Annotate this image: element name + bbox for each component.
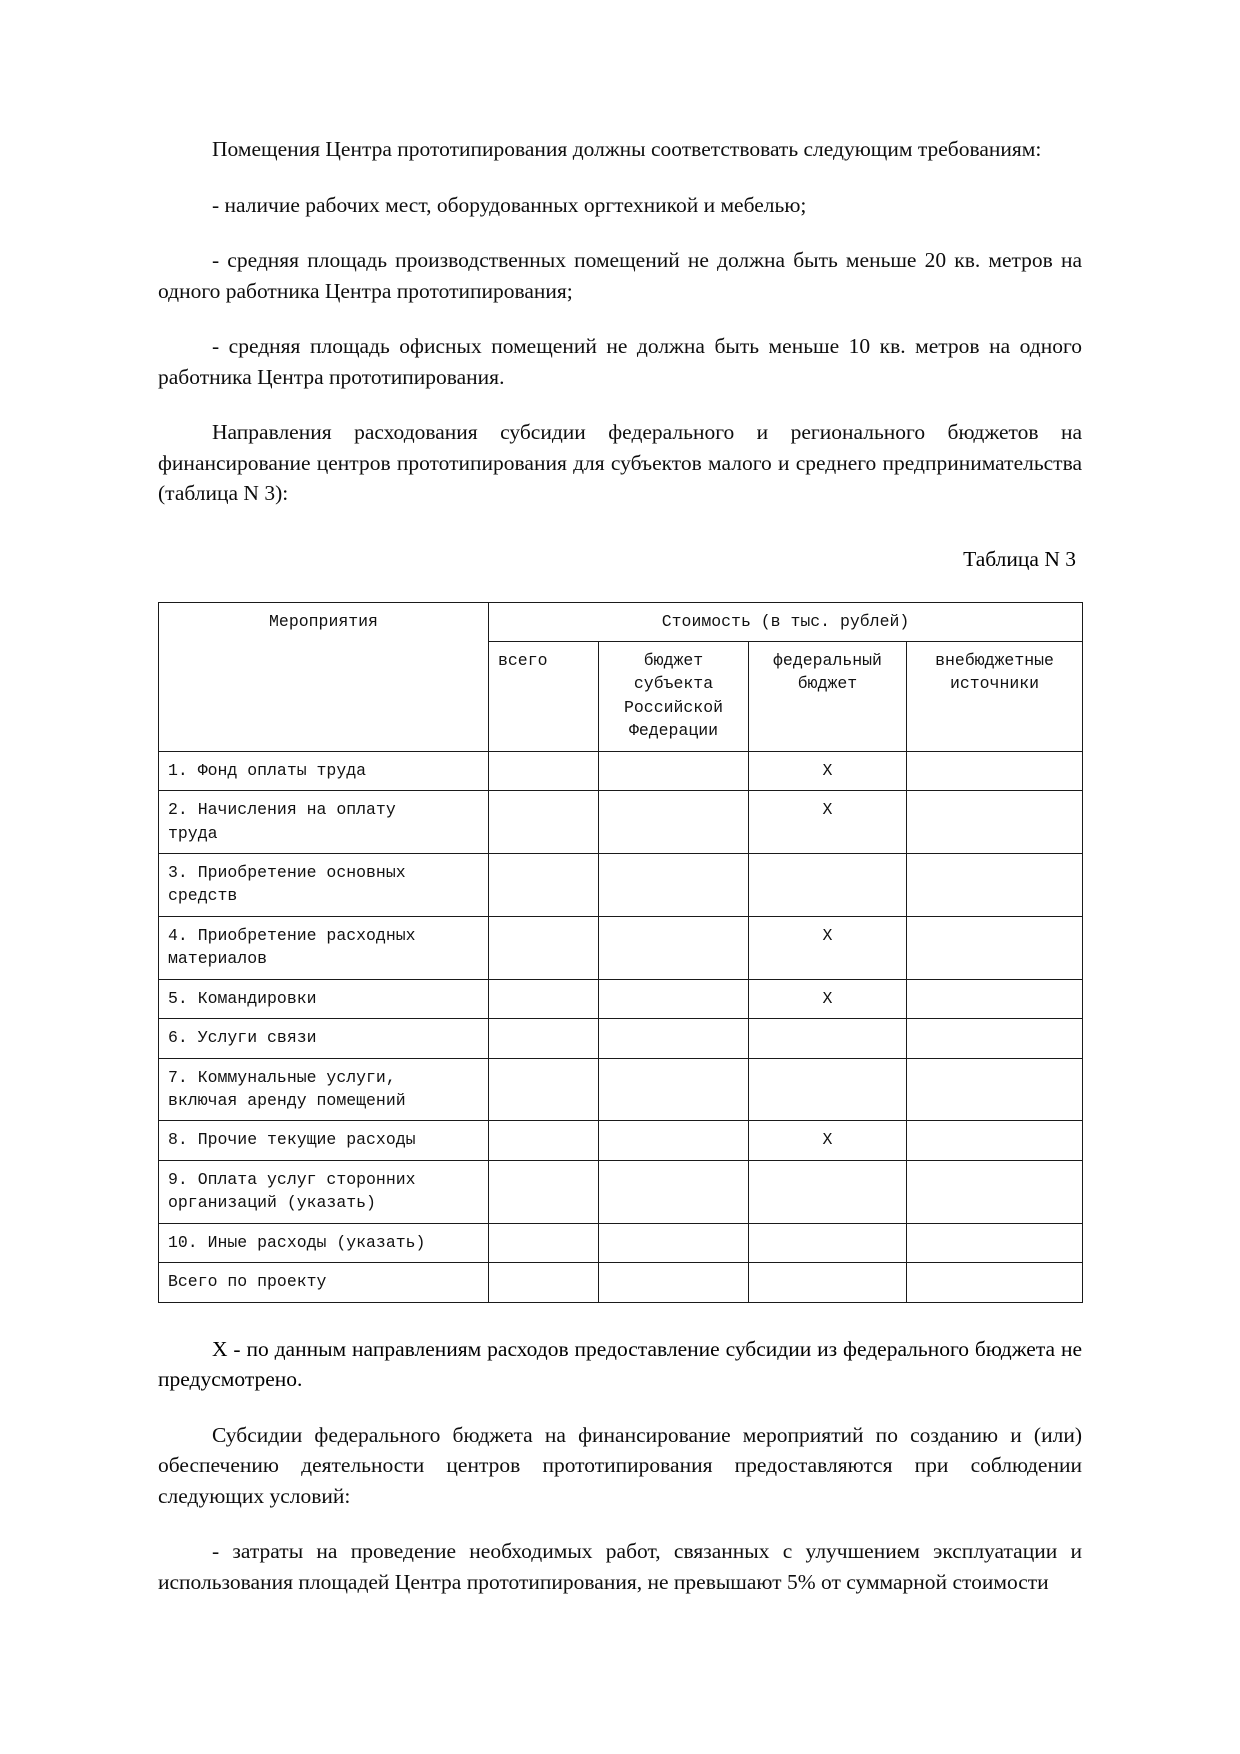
cell-extrabudgetary (907, 1019, 1083, 1058)
table-row (159, 1160, 1083, 1223)
cell-regional-budget (599, 979, 749, 1018)
row-label-line: 6. Услуги связи (168, 1028, 317, 1048)
cell-extrabudgetary (907, 791, 1083, 854)
table-row (159, 1223, 1083, 1262)
cell-total (489, 916, 599, 979)
row-label-cell (159, 1160, 489, 1223)
column-header-measures: Мероприятия (159, 602, 489, 751)
row-label-cell (159, 1019, 489, 1058)
column-header-cost-group: Стоимость (в тыс. рублей) (489, 602, 1083, 641)
table-body (159, 751, 1083, 1302)
row-label-cell (159, 751, 489, 790)
row-label-line: 2. Начисления на оплату (168, 800, 396, 820)
table-row (159, 791, 1083, 854)
cell-regional-budget (599, 791, 749, 854)
row-label-line: 5. Командировки (168, 988, 317, 1008)
paragraph-federal-subsidy-conditions: Субсидии федерального бюджета на финансирование мероприятий по созданию и (или) обеспечению деятельности центров прототипирования предоставляются при соблюдении следующих условий: (158, 1422, 1082, 1508)
table-row (159, 979, 1083, 1018)
table-header-row-group (159, 602, 1083, 641)
table-row (159, 1058, 1083, 1121)
row-label-line: средств (168, 886, 238, 906)
cell-total (489, 979, 599, 1018)
row-label-cell (159, 1058, 489, 1121)
header-line: Российской (623, 697, 724, 717)
cell-total (489, 1160, 599, 1223)
cell-total (489, 1058, 599, 1121)
header-line: внебюджетные (935, 651, 1054, 671)
cell-extrabudgetary (907, 854, 1083, 917)
row-label-cell (159, 854, 489, 917)
header-line: источники (949, 674, 1040, 694)
cell-extrabudgetary (907, 1160, 1083, 1223)
cell-total (489, 751, 599, 790)
row-label-line: 9. Оплата услуг сторонних (168, 1169, 416, 1189)
cell-federal-budget (749, 1019, 907, 1058)
cell-regional-budget (599, 916, 749, 979)
paragraph-x-legend: X - по данным направлениям расходов предоставление субсидии из федерального бюджета не предусмотрено. (158, 1336, 1082, 1392)
cell-total (489, 791, 599, 854)
column-header-extrabudgetary-sources (907, 642, 1083, 752)
row-label-cell (159, 1263, 489, 1302)
header-line: бюджет (797, 674, 858, 694)
row-label-line: материалов (168, 949, 268, 969)
cell-federal-budget (749, 854, 907, 917)
column-header-regional-budget (599, 642, 749, 752)
row-label-line: 4. Приобретение расходных (168, 925, 416, 945)
cell-extrabudgetary (907, 751, 1083, 790)
row-label-cell (159, 979, 489, 1018)
header-line: бюджет (643, 651, 704, 671)
table-row (159, 751, 1083, 790)
not-applicable-marker: X (822, 800, 833, 820)
cell-total (489, 1223, 599, 1262)
table-caption: Таблица N 3 (963, 546, 1076, 571)
cell-extrabudgetary (907, 916, 1083, 979)
cell-regional-budget (599, 1019, 749, 1058)
cell-regional-budget (599, 1121, 749, 1160)
cell-extrabudgetary (907, 1121, 1083, 1160)
cell-federal-budget (749, 1058, 907, 1121)
cell-regional-budget (599, 1058, 749, 1121)
header-line: всего (498, 651, 548, 671)
paragraph-requirement-workplaces: - наличие рабочих мест, оборудованных оргтехникой и мебелью; (212, 192, 807, 217)
table-row (159, 1019, 1083, 1058)
paragraph-cost-limit: - затраты на проведение необходимых работ, связанных с улучшением эксплуатации и использования площадей Центра прототипирования, не превышают 5% от суммарной стоимости (158, 1539, 1082, 1594)
cell-total (489, 1019, 599, 1058)
paragraph-requirement-production-area: - средняя площадь производственных помещений не должна быть меньше 20 кв. метров на одного работника Центра прототипирования; (158, 248, 1082, 303)
table-row (159, 1121, 1083, 1160)
cell-federal-budget (749, 979, 907, 1018)
row-label-line: 1. Фонд оплаты труда (168, 760, 367, 780)
expense-allocation-table (158, 602, 1083, 1303)
row-label-line: 7. Коммунальные услуги, (168, 1067, 396, 1087)
cell-federal-budget (749, 1121, 907, 1160)
row-label-line: 10. Иные расходы (указать) (168, 1232, 426, 1252)
cell-federal-budget (749, 916, 907, 979)
paragraph-requirement-office-area: - средняя площадь офисных помещений не должна быть меньше 10 кв. метров на одного работника Центра прототипирования. (158, 334, 1082, 389)
row-label-line: Всего по проекту (168, 1272, 327, 1292)
row-label-cell (159, 1223, 489, 1262)
cell-regional-budget (599, 751, 749, 790)
cell-extrabudgetary (907, 979, 1083, 1018)
cell-federal-budget (749, 1160, 907, 1223)
cell-regional-budget (599, 854, 749, 917)
cell-extrabudgetary (907, 1263, 1083, 1302)
header-line: субъекта (633, 674, 714, 694)
row-label-cell (159, 1121, 489, 1160)
paragraph-requirements-intro: Помещения Центра прототипирования должны соответствовать следующим требованиям: (212, 137, 1042, 161)
not-applicable-marker: X (822, 760, 833, 780)
paragraph-subsidy-directions: Направления расходования субсидии федерального и регионального бюджетов на финансирование центров прототипирования для субъектов малого и среднего предпринимательства (таблица N 3): (158, 420, 1082, 506)
not-applicable-marker: X (822, 925, 833, 945)
not-applicable-marker: X (822, 1130, 833, 1150)
row-label-line: 3. Приобретение основных (168, 863, 406, 883)
row-label-line: организаций (указать) (168, 1193, 376, 1213)
row-label-line: 8. Прочие текущие расходы (168, 1130, 416, 1150)
header-line: Федерации (628, 721, 719, 741)
row-label-line: включая аренду помещений (168, 1090, 406, 1110)
table-row (159, 916, 1083, 979)
row-label-cell (159, 791, 489, 854)
cell-regional-budget (599, 1263, 749, 1302)
cell-total (489, 1263, 599, 1302)
header-line: федеральный (773, 651, 882, 671)
cell-total (489, 1121, 599, 1160)
cell-extrabudgetary (907, 1058, 1083, 1121)
column-header-total (489, 642, 599, 752)
cell-total (489, 854, 599, 917)
not-applicable-marker: X (822, 988, 833, 1008)
cell-federal-budget (749, 1223, 907, 1262)
cell-regional-budget (599, 1223, 749, 1262)
cell-federal-budget (749, 1263, 907, 1302)
table-row (159, 1263, 1083, 1302)
cell-federal-budget (749, 751, 907, 790)
column-header-federal-budget (749, 642, 907, 752)
row-label-line: труда (168, 823, 218, 843)
table-row (159, 854, 1083, 917)
cell-regional-budget (599, 1160, 749, 1223)
cell-federal-budget (749, 791, 907, 854)
row-label-cell (159, 916, 489, 979)
cell-extrabudgetary (907, 1223, 1083, 1262)
